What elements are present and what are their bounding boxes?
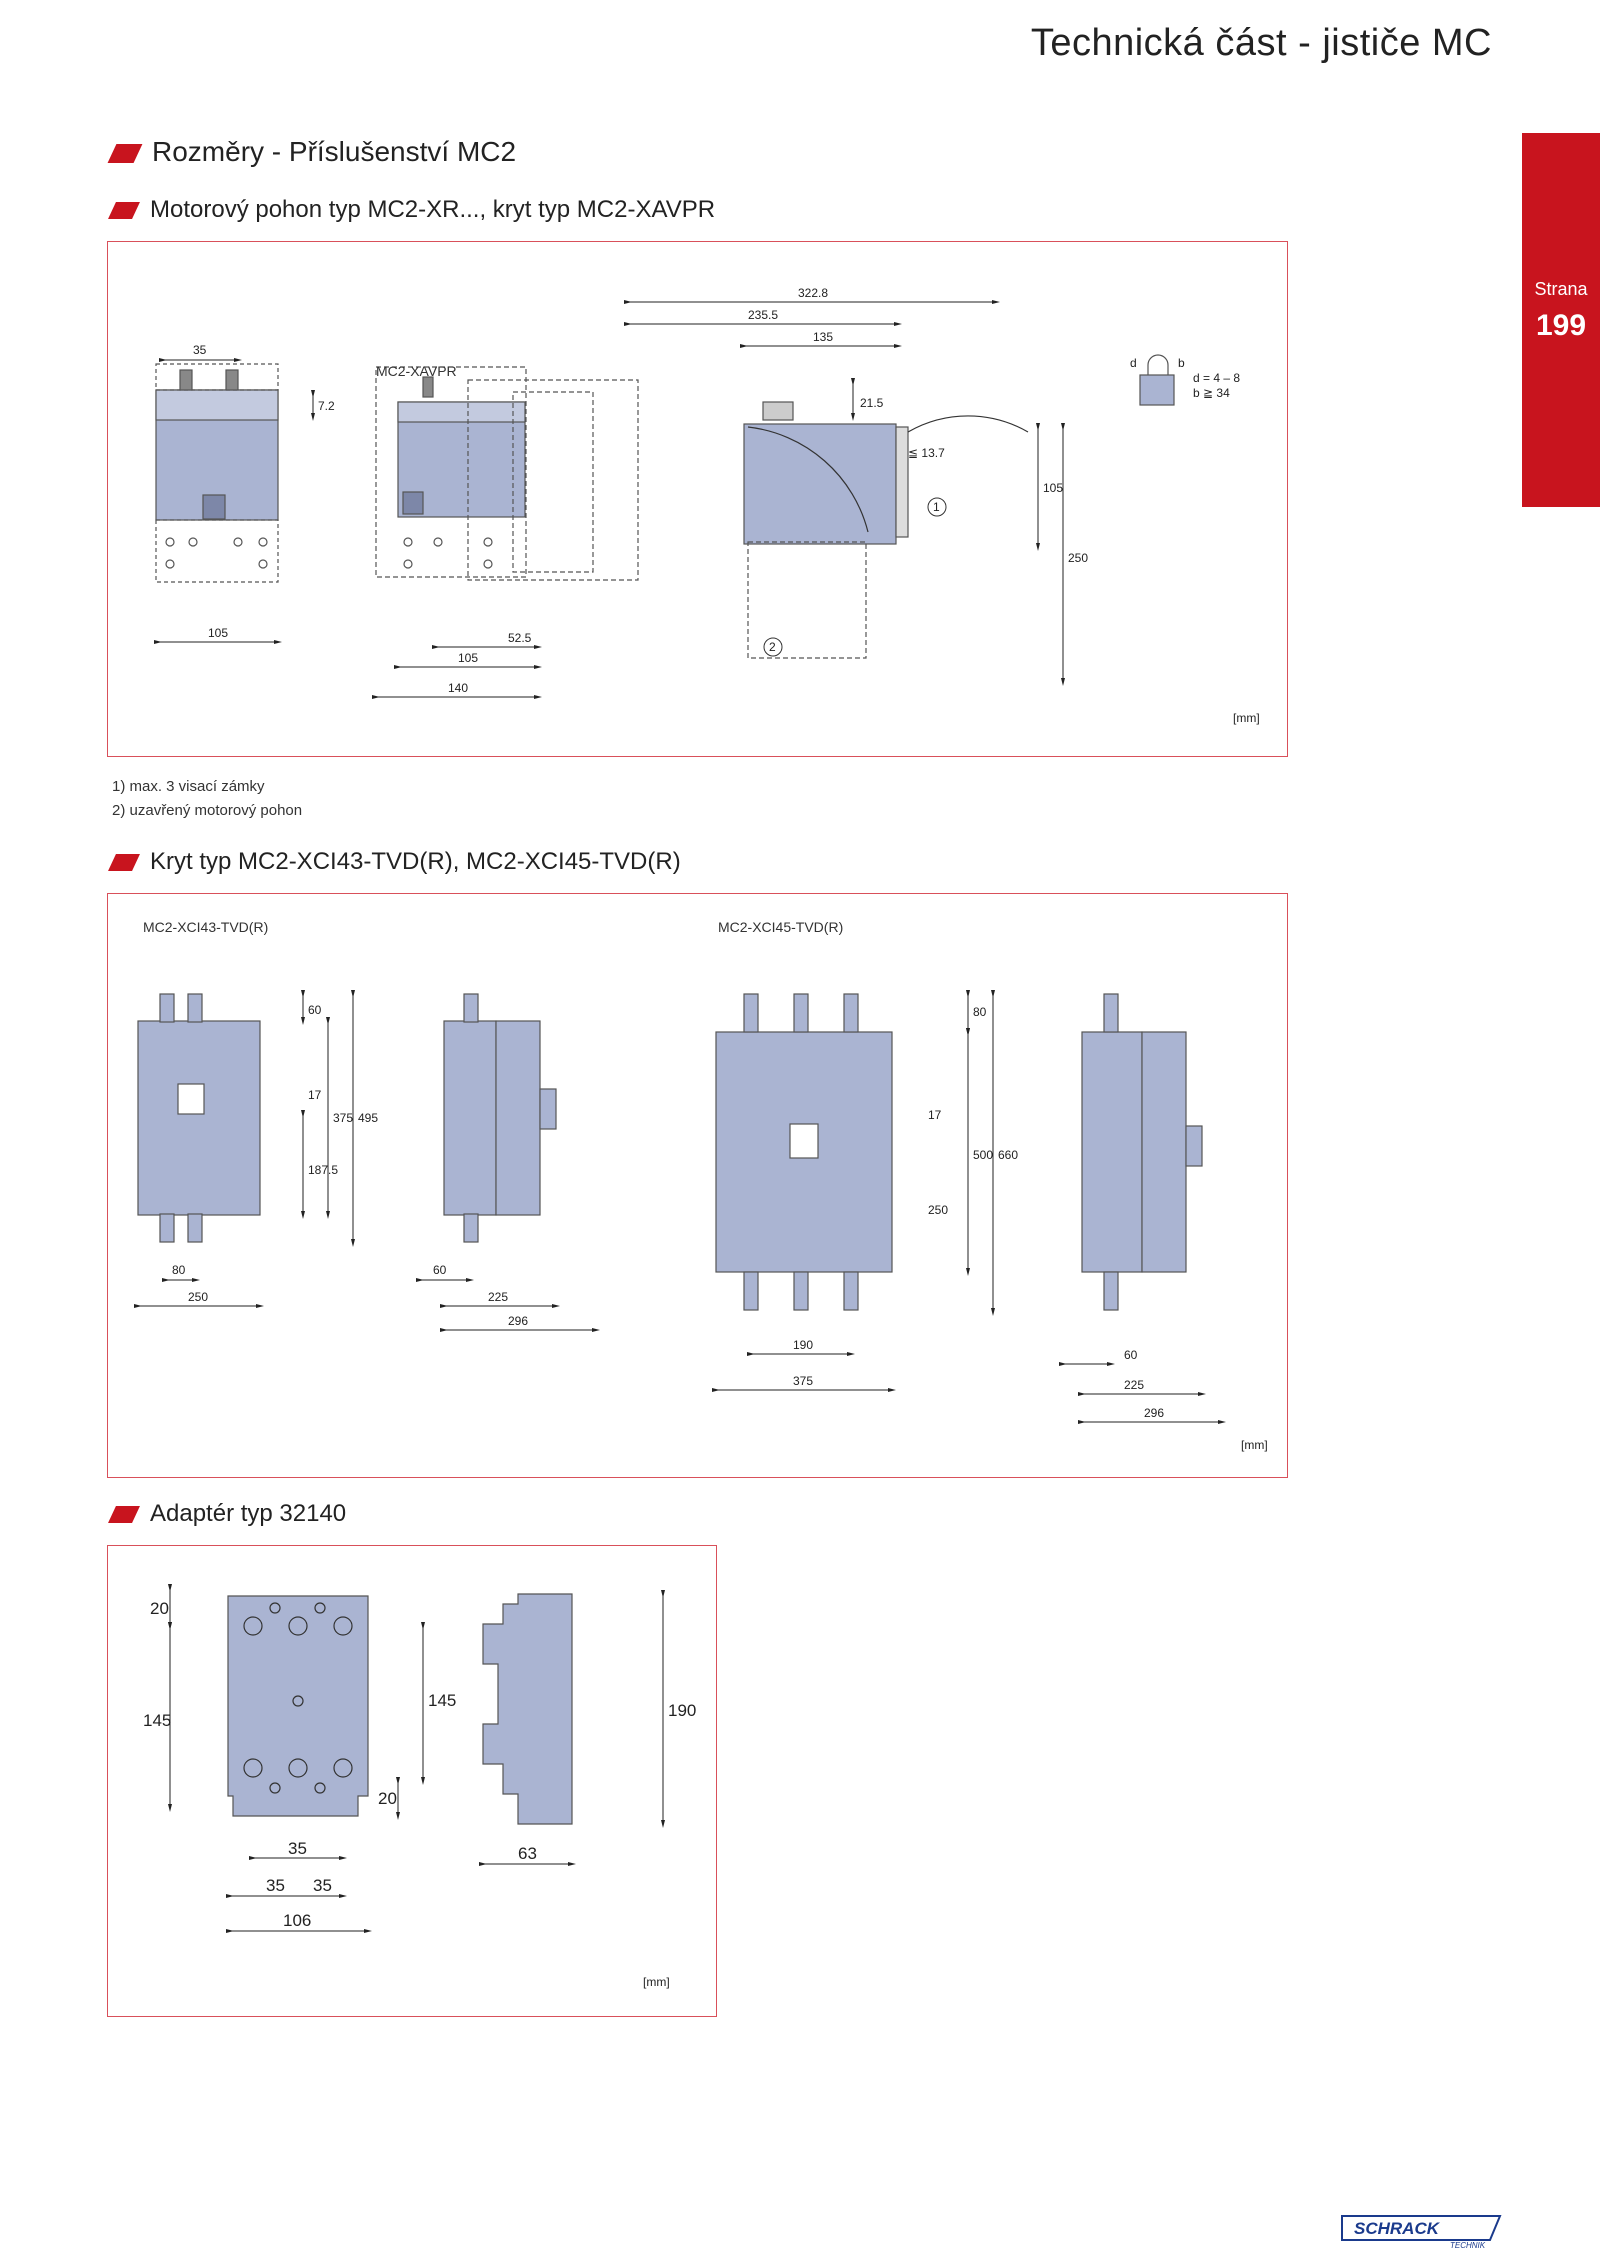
fig1-frame: [107, 241, 1288, 757]
fig2-left-dim-w-inner: 80: [172, 1263, 186, 1277]
fig1-lock-spec2: b ≧ 34: [1193, 386, 1230, 400]
fig2-box-xci43-side: [444, 1021, 496, 1215]
fig3-dim-right-h: 145: [428, 1691, 457, 1710]
fig3-dim-side-h: 190: [668, 1701, 697, 1720]
fig2-label-right: MC2-XCI45-TVD(R): [718, 919, 844, 935]
fig1-cover-view: [376, 367, 526, 577]
section-heading-text: Rozměry - Příslušenství MC2: [152, 136, 517, 167]
fig2-left-dim-small: 17: [308, 1088, 322, 1102]
fig3-dim-depth: 63: [518, 1844, 537, 1863]
fig2-left-side-c: 296: [508, 1314, 529, 1328]
fig2-box-xci43-front: [138, 1021, 260, 1215]
fig2-left-dim-top: 60: [308, 1003, 322, 1017]
fig2-label-left: MC2-XCI43-TVD(R): [143, 919, 269, 935]
fig2-right-dim-w-total: 375: [793, 1374, 814, 1388]
fig3-heading-text: Adaptér typ 32140: [150, 1500, 347, 1527]
side-page-tab: [1522, 133, 1600, 507]
logo-sub-text: TECHNIK: [1450, 2241, 1486, 2250]
fig1-unit: [mm]: [1233, 711, 1260, 725]
fig3-drawing: [108, 1546, 716, 2016]
fig1-heading-text: Motorový pohon typ MC2-XR..., kryt typ MC2-XAVPR: [150, 196, 716, 223]
page-header-title: Technická část - jističe MC: [1030, 22, 1492, 64]
fig1-part-label: MC2-XAVPR: [376, 363, 457, 379]
fig2-left-side-a: 60: [433, 1263, 447, 1277]
fig3-heading: [112, 1500, 346, 1528]
fig3-dim-pitch-a: 35: [266, 1876, 285, 1895]
fig3-dim-bottom: 20: [378, 1789, 397, 1808]
section-bullet-icon: [108, 144, 143, 163]
fig2-left-dim-w-total: 250: [188, 1290, 209, 1304]
fig1-dim-side-height: 105: [1043, 481, 1064, 495]
fig1-dim-top-width: 35: [193, 343, 207, 357]
section-heading: [112, 136, 516, 168]
fig1-dim-left-width: 105: [208, 626, 229, 640]
fig1-heading: [112, 196, 715, 224]
side-tab-page-number: 199: [1535, 309, 1587, 342]
fig2-right-dim-lower: 250: [928, 1203, 949, 1217]
fig1-marker-2: 2: [769, 640, 776, 654]
fig2-unit: [mm]: [1241, 1438, 1268, 1452]
fig2-heading-text: Kryt typ MC2-XCI43-TVD(R), MC2-XCI45-TVD(R): [150, 848, 681, 875]
fig3-frame: [107, 1545, 717, 2017]
fig3-dim-width: 106: [283, 1911, 312, 1930]
fig3-unit: [mm]: [643, 1975, 670, 1989]
fig1-dim-side-total-height: 250: [1068, 551, 1089, 565]
logo-brand-text: SCHRACK: [1354, 2219, 1439, 2238]
fig2-left-dim-half: 187.5: [308, 1163, 339, 1177]
fig1-dim-side-cover: ≦ 13.7: [908, 446, 945, 460]
fig2-right-dim-top: 80: [973, 1005, 987, 1019]
fig3-dim-pitch: 35: [288, 1839, 307, 1858]
footnote-1: 1) max. 3 visací zámky: [112, 778, 265, 795]
footnote-2: 2) uzavřený motorový pohon: [112, 802, 303, 819]
fig3-adapter-side: [483, 1594, 572, 1824]
fig2-left-side-b: 225: [488, 1290, 509, 1304]
fig2-frame: [107, 893, 1288, 1478]
fig2-box-xci45-side: [1082, 1032, 1142, 1272]
fig2-right-dim-small: 17: [928, 1108, 942, 1122]
padlock-icon: [1140, 355, 1174, 405]
fig2-right-side-a: 60: [1124, 1348, 1138, 1362]
fig1-dim-side-total: 322.8: [798, 286, 829, 300]
fig2-left-dim-mid: 375: [333, 1111, 354, 1125]
fig1-drawing: [108, 242, 1287, 756]
fig1-dim-side-gap: 21.5: [860, 396, 884, 410]
fig2-drawing: [108, 894, 1287, 1477]
fig3-dim-left-h: 145: [143, 1711, 172, 1730]
fig1-side-view: [468, 380, 1028, 658]
fig2-bullet-icon: [108, 854, 140, 871]
fig2-left-dim-total: 495: [358, 1111, 379, 1125]
fig1-dim-side-inner: 135: [813, 330, 834, 344]
fig1-lock-spec1: d = 4 – 8: [1193, 371, 1241, 385]
fig3-dim-top: 20: [150, 1599, 169, 1618]
fig3-bullet-icon: [108, 1506, 140, 1523]
fig1-dim-mid-width: 105: [458, 651, 479, 665]
fig1-dim-mid-half: 52.5: [508, 631, 532, 645]
fig1-dim-top-offset: 7.2: [318, 399, 335, 413]
fig1-bullet-icon: [108, 202, 140, 219]
fig1-dim-side-mid: 235.5: [748, 308, 779, 322]
fig2-heading: [112, 848, 681, 876]
fig2-right-dim-mid: 500: [973, 1148, 994, 1162]
fig3-dim-pitch-b: 35: [313, 1876, 332, 1895]
side-tab-label: Strana: [1534, 279, 1588, 299]
fig1-marker-1: 1: [933, 500, 940, 514]
fig1-dim-mid-total: 140: [448, 681, 469, 695]
fig2-right-dim-total: 660: [998, 1148, 1019, 1162]
fig2-right-dim-w-inner: 190: [793, 1338, 814, 1352]
fig2-right-side-c: 296: [1144, 1406, 1165, 1420]
fig1-lock-d: d: [1130, 356, 1137, 370]
schrack-logo: [1340, 2212, 1510, 2250]
fig2-right-side-b: 225: [1124, 1378, 1145, 1392]
fig1-lock-b: b: [1178, 356, 1185, 370]
fig1-front-view: [156, 364, 278, 582]
